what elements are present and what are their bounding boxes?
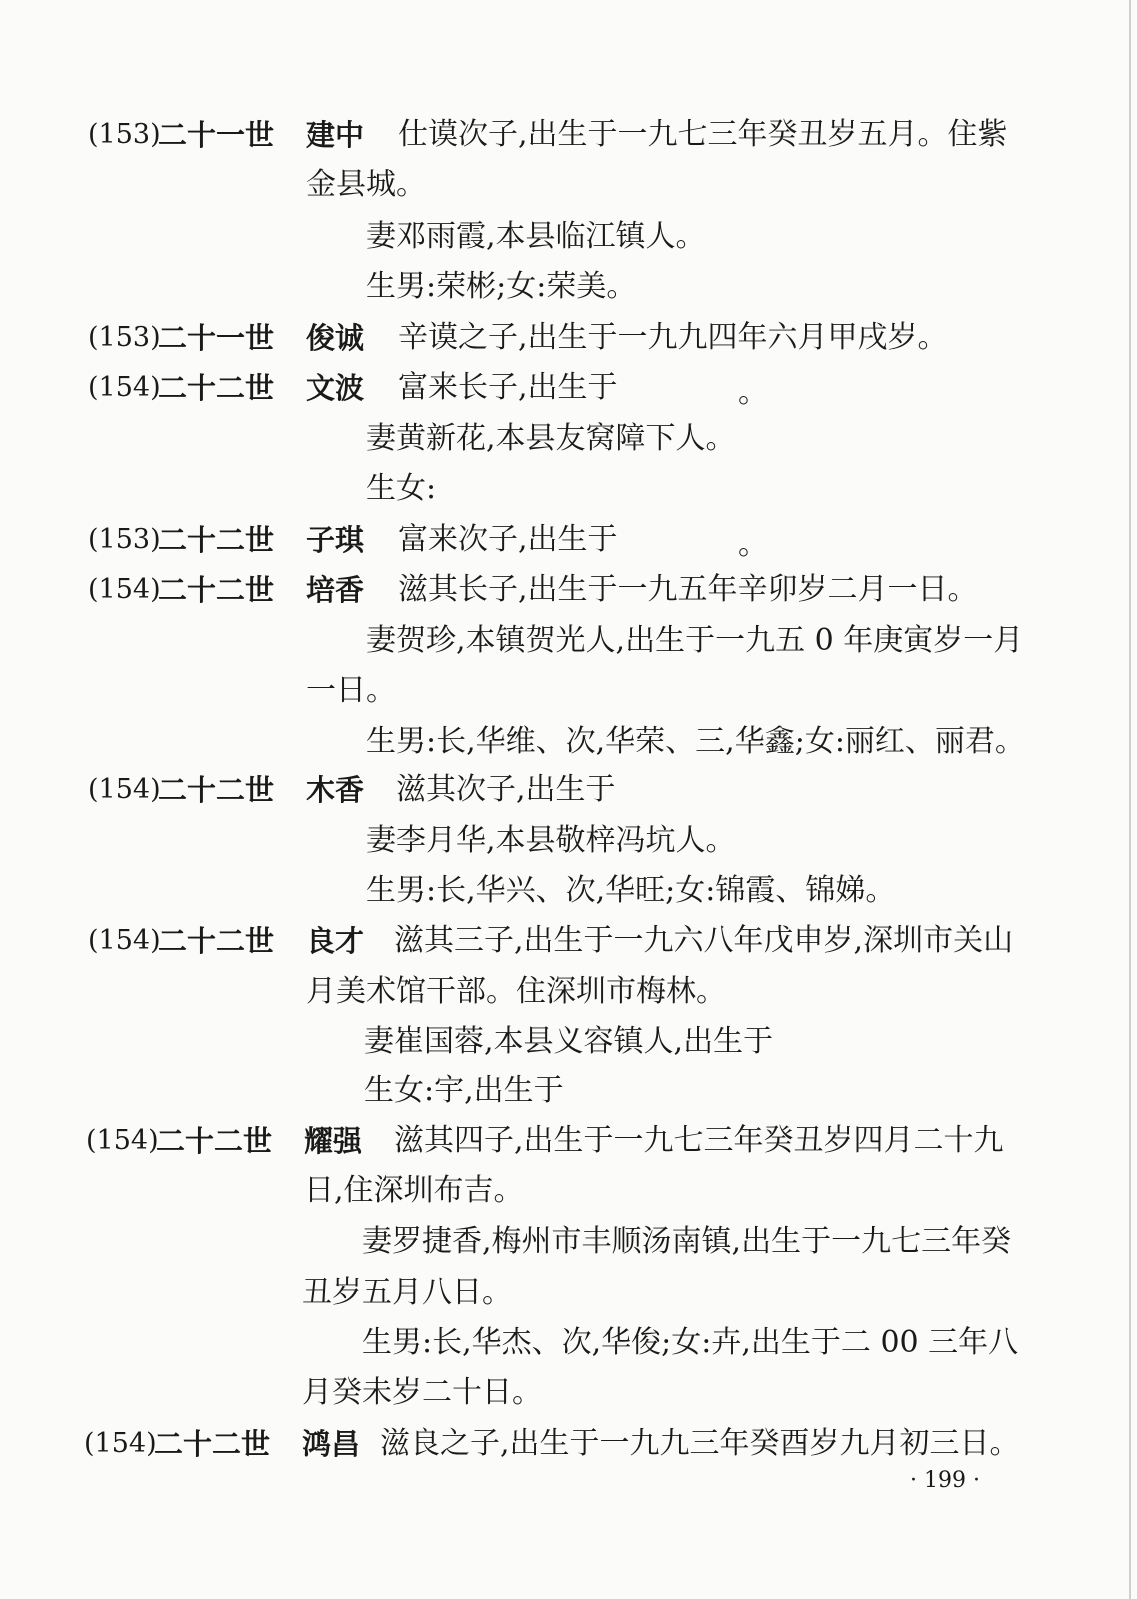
- entry-generation: 二十二世: [158, 371, 275, 405]
- entry-name: 良才: [306, 924, 365, 958]
- entry-generation: 二十二世: [158, 573, 275, 607]
- entry-text: 滋其次子,出生于: [396, 772, 616, 807]
- entry-text: 丑岁五月八日。: [302, 1275, 512, 1310]
- entry-text: 妻邓雨霞,本县临江镇人。: [366, 219, 706, 254]
- entry-text: 。: [738, 527, 768, 562]
- entry-generation: 二十二世: [158, 523, 275, 557]
- entry-number: (154): [88, 774, 161, 805]
- entry-text: 滋其三子,出生于一九六八年戊申岁,深圳市关山: [394, 923, 1014, 958]
- entry-name: 建中: [306, 118, 365, 152]
- entry-text: 生男:长,华兴、次,华旺;女:锦霞、锦娣。: [366, 873, 896, 908]
- entry-generation: 二十二世: [154, 1427, 271, 1461]
- entry-text: 妻贺珍,本镇贺光人,出生于一九五 0 年庚寅岁一月: [366, 623, 1024, 658]
- entry-number: (154): [86, 1125, 159, 1156]
- entry-number: (153): [88, 322, 161, 353]
- entry-text: 生男:长,华维、次,华荣、三,华鑫;女:丽红、丽君。: [366, 724, 1025, 759]
- entry-text: 滋其长子,出生于一九五年辛卯岁二月一日。: [398, 572, 978, 607]
- entry-text: 生男:荣彬;女:荣美。: [366, 269, 637, 304]
- entry-name: 耀强: [304, 1124, 363, 1158]
- entry-text: 妻崔国蓉,本县义容镇人,出生于: [364, 1024, 774, 1059]
- entry-text: 滋良之子,出生于一九九三年癸酉岁九月初三日。: [380, 1426, 1020, 1461]
- page-number: · 199 ·: [910, 1468, 980, 1493]
- entry-text: 富来长子,出生于: [398, 370, 618, 405]
- entry-generation: 二十二世: [156, 1124, 273, 1158]
- entry-generation: 二十一世: [158, 321, 275, 355]
- entry-name: 文波: [306, 371, 365, 405]
- entry-number: (153): [88, 524, 161, 555]
- entry-generation: 二十二世: [158, 924, 275, 958]
- page-edge: [1129, 0, 1131, 1599]
- entry-text: 妻李月华,本县敬梓冯坑人。: [366, 823, 736, 858]
- entry-number: (154): [88, 925, 161, 956]
- entry-text: 生男:长,华杰、次,华俊;女:卉,出生于二 00 三年八: [362, 1325, 1019, 1360]
- entry-text: 滋其四子,出生于一九七三年癸丑岁四月二十九: [394, 1123, 1004, 1158]
- entry-name: 子琪: [306, 523, 365, 557]
- entry-text: 月癸未岁二十日。: [302, 1375, 542, 1410]
- entry-name: 培香: [306, 573, 365, 607]
- entry-number: (154): [84, 1428, 157, 1459]
- entry-text: 日,住深圳布吉。: [304, 1173, 524, 1208]
- entry-text: 辛谟之子,出生于一九九四年六月甲戌岁。: [398, 320, 948, 355]
- entry-text: 妻黄新花,本县友窝障下人。: [366, 421, 736, 456]
- entry-text: 生女:宇,出生于: [364, 1073, 564, 1108]
- entry-text: 月美术馆干部。住深圳市梅林。: [306, 974, 726, 1009]
- entry-text: 一日。: [306, 673, 396, 708]
- entry-number: (153): [88, 119, 161, 150]
- entry-text: 金县城。: [306, 167, 426, 202]
- entry-name: 鸿昌: [302, 1427, 361, 1461]
- entry-text: 仕谟次子,出生于一九七三年癸丑岁五月。住紫: [398, 117, 1008, 152]
- entry-text: 富来次子,出生于: [398, 522, 618, 557]
- entry-text: 妻罗捷香,梅州市丰顺汤南镇,出生于一九七三年癸: [362, 1224, 1012, 1259]
- entry-text: 生女:: [366, 471, 437, 506]
- entry-name: 木香: [306, 773, 365, 807]
- entry-number: (154): [88, 372, 161, 403]
- entry-number: (154): [88, 574, 161, 605]
- entry-generation: 二十一世: [158, 118, 275, 152]
- entry-text: 。: [738, 375, 768, 410]
- entry-generation: 二十二世: [158, 773, 275, 807]
- entry-name: 俊诚: [306, 321, 365, 355]
